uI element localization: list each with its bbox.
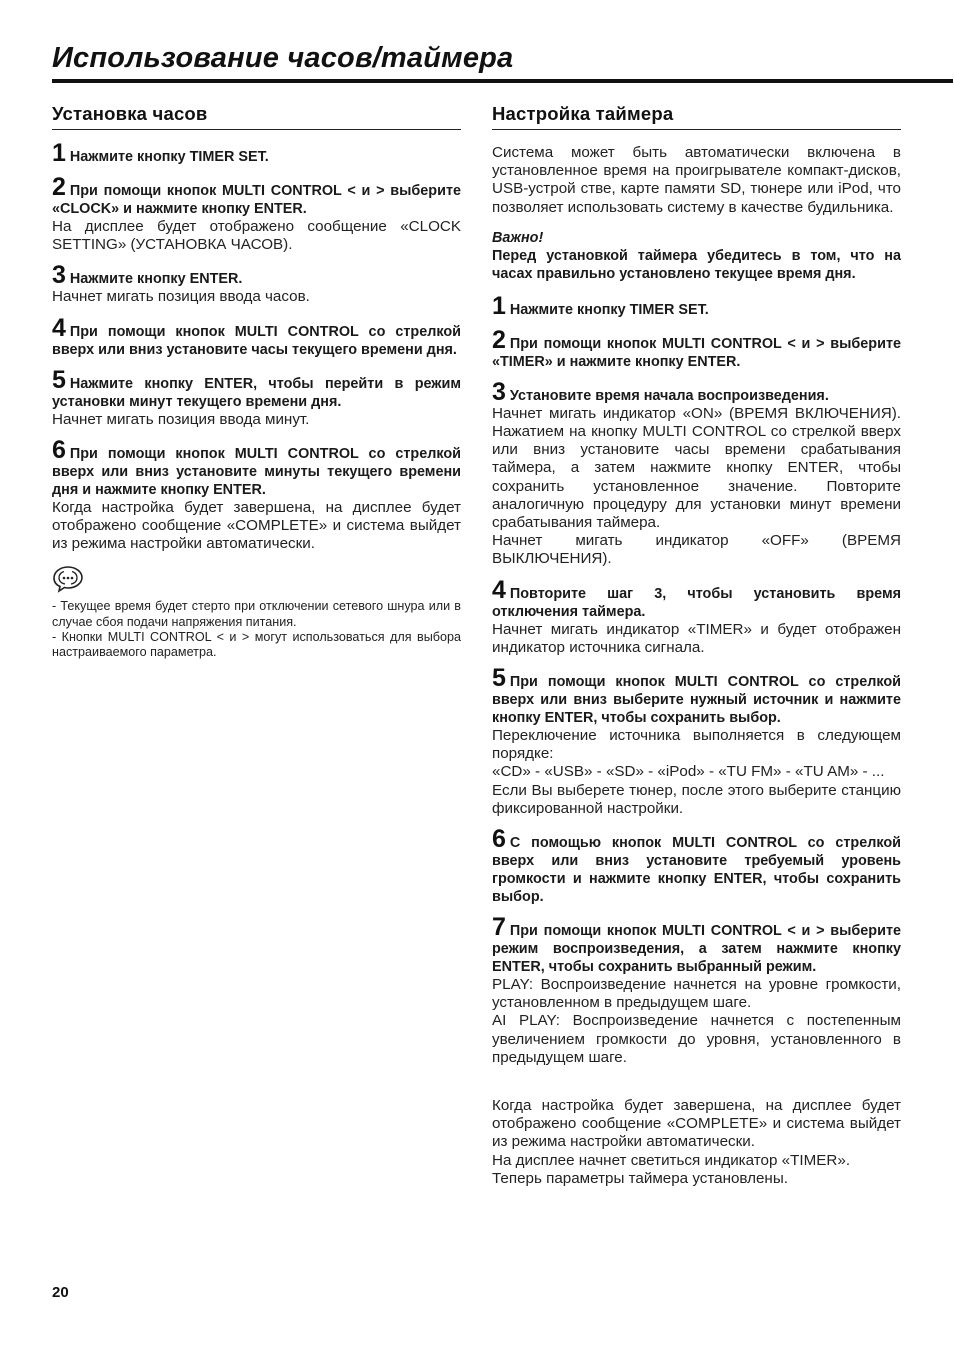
timer-step-3: [492, 377, 901, 569]
clock-step-5: [52, 365, 461, 429]
step-body: Начнет мигать позиция ввода минут.: [52, 410, 310, 428]
step-number: 5: [492, 664, 506, 693]
note-item: - Текущее время будет стерто при отключении сетевого шнура или в случае сбоя подачи напряжения питания.: [52, 599, 461, 629]
timer-outro: Когда настройка будет завершена, на дисплее будет отображено сообщение «COMPLETE» и система выйдет из режима настройки автоматически.: [492, 1097, 901, 1151]
timer-step-7: [492, 913, 901, 1067]
step-title: Нажмите кнопку TIMER SET.: [69, 149, 269, 165]
clock-step-4: [52, 313, 461, 359]
page-number: 20: [52, 1284, 69, 1301]
step-title: При помощи кнопок MULTI CONTROL < и > выберите режим воспроизведения, а затем нажмите кнопку ENTER, чтобы сохранить выбранный режим.: [492, 923, 901, 976]
timer-setting-section: [492, 103, 901, 1188]
timer-outro: На дисплее начнет светиться индикатор «TIMER».: [492, 1151, 851, 1169]
step-number: 5: [52, 365, 66, 394]
step-body: Начнет мигать индикатор «ON» (ВРЕМЯ ВКЛЮЧЕНИЯ). Нажатием на кнопку MULTI CONTROL со стрелкой вверх или вниз установите часы времени срабатывания таймера, а затем нажмите кнопку ENTER, чтобы сохранить установленное значение. Повторите аналогичную процедуру для установки минут времени срабатывания таймера.: [492, 404, 901, 532]
step-title: Нажмите кнопку TIMER SET.: [509, 301, 709, 318]
timer-step-2: [492, 325, 901, 371]
step-body: Когда настройка будет завершена, на дисплее будет отображено сообщение «COMPLETE» и система выйдет из режима настройки автоматически.: [52, 498, 461, 553]
clock-step-1: [52, 139, 461, 167]
timer-intro: Система может быть автоматически включена в установленное время на проигрывателе компакт-дисков, USB-устрой стве, карте памяти SD, тюнере или iPod, что позволяет использовать систему в качестве будильника.: [492, 144, 901, 216]
timer-step-4: [492, 575, 901, 657]
notes: [52, 599, 461, 660]
step-number: 1: [52, 139, 66, 167]
page-title: Использование часов/таймера: [52, 42, 514, 74]
step-body: На дисплее будет отображено сообщение «CLOCK SETTING» (УСТАНОВКА ЧАСОВ).: [52, 218, 461, 254]
step-body: Начнет мигать индикатор «TIMER» и будет отображен индикатор источника сигнала.: [492, 620, 901, 656]
step-body: Начнет мигать позиция ввода часов.: [52, 288, 310, 306]
timer-section-heading: Настройка таймера: [492, 103, 901, 130]
clock-step-3: [52, 261, 461, 306]
important-text: Перед установкой таймера убедитесь в том, что на часах правильно установлено текущее время дня.: [492, 247, 901, 282]
step-number: 2: [492, 325, 506, 354]
step-title: Установите время начала воспроизведения.: [509, 387, 829, 404]
step-body: Начнет мигать индикатор «OFF» (ВРЕМЯ ВЫКЛЮЧЕНИЯ).: [492, 532, 901, 568]
step-number: 3: [492, 377, 506, 406]
step-title: При помощи кнопок MULTI CONTROL со стрелкой вверх или вниз установите минуты текущего времени дня и нажмите кнопку ENTER.: [52, 445, 461, 498]
timer-step-1: [492, 291, 901, 320]
step-number: 2: [52, 173, 66, 201]
step-body: PLAY: Воспроизведение начнется на уровне громкости, установленном в предыдущем шаге.: [492, 976, 901, 1012]
clock-setting-section: [52, 103, 461, 660]
step-body: «CD» - «USB» - «SD» - «iPod» - «TU FM» - «TU AM» - ...: [492, 763, 885, 781]
step-body: Переключение источника выполняется в следующем порядке:: [492, 727, 901, 763]
step-title: При помощи кнопок MULTI CONTROL со стрелкой вверх или вниз установите часы текущего времени дня.: [52, 323, 461, 358]
step-title: Нажмите кнопку ENTER.: [69, 271, 243, 288]
step-title: С помощью кнопок MULTI CONTROL со стрелкой вверх или вниз установите требуемый уровень громкости и нажмите кнопку ENTER, чтобы сохранить выбор.: [492, 835, 901, 906]
step-title: При помощи кнопок MULTI CONTROL < и > выберите «CLOCK» и нажмите кнопку ENTER.: [52, 183, 461, 217]
timer-step-6: [492, 825, 901, 906]
important-label: Важно!: [492, 229, 544, 246]
note-item: - Кнопки MULTI CONTROL < и > могут использоваться для выбора настраиваемого параметра.: [52, 629, 461, 660]
step-number: 7: [492, 913, 506, 942]
step-number: 4: [492, 575, 506, 604]
step-title: При помощи кнопок MULTI CONTROL < и > выберите «TIMER» и нажмите кнопку ENTER.: [492, 335, 901, 370]
clock-step-6: [52, 435, 461, 554]
step-number: 6: [492, 825, 506, 854]
step-title: При помощи кнопок MULTI CONTROL со стрелкой вверх или вниз выберите нужный источник и нажмите кнопку ENTER, чтобы сохранить выбор.: [492, 674, 901, 727]
step-number: 4: [52, 313, 66, 342]
step-number: 3: [52, 261, 66, 290]
step-title: Нажмите кнопку ENTER, чтобы перейти в режим установки минут текущего времени дня.: [52, 375, 461, 410]
step-title: Повторите шаг 3, чтобы установить время отключения таймера.: [492, 585, 901, 620]
step-number: 1: [492, 291, 506, 320]
step-number: 6: [52, 435, 66, 464]
step-body: Если Вы выберете тюнер, после этого выберите станцию фиксированной настройки.: [492, 781, 901, 817]
clock-section-heading: Установка часов: [52, 103, 461, 130]
timer-step-5: [492, 664, 901, 818]
timer-outro: Теперь параметры таймера установлены.: [492, 1169, 788, 1187]
note-icon: [52, 565, 84, 593]
title-divider: [52, 79, 953, 83]
clock-step-2: [52, 173, 461, 254]
step-body: AI PLAY: Воспроизведение начнется с постепенным увеличением громкости до уровня, установленного в предыдущем шаге.: [492, 1012, 901, 1066]
